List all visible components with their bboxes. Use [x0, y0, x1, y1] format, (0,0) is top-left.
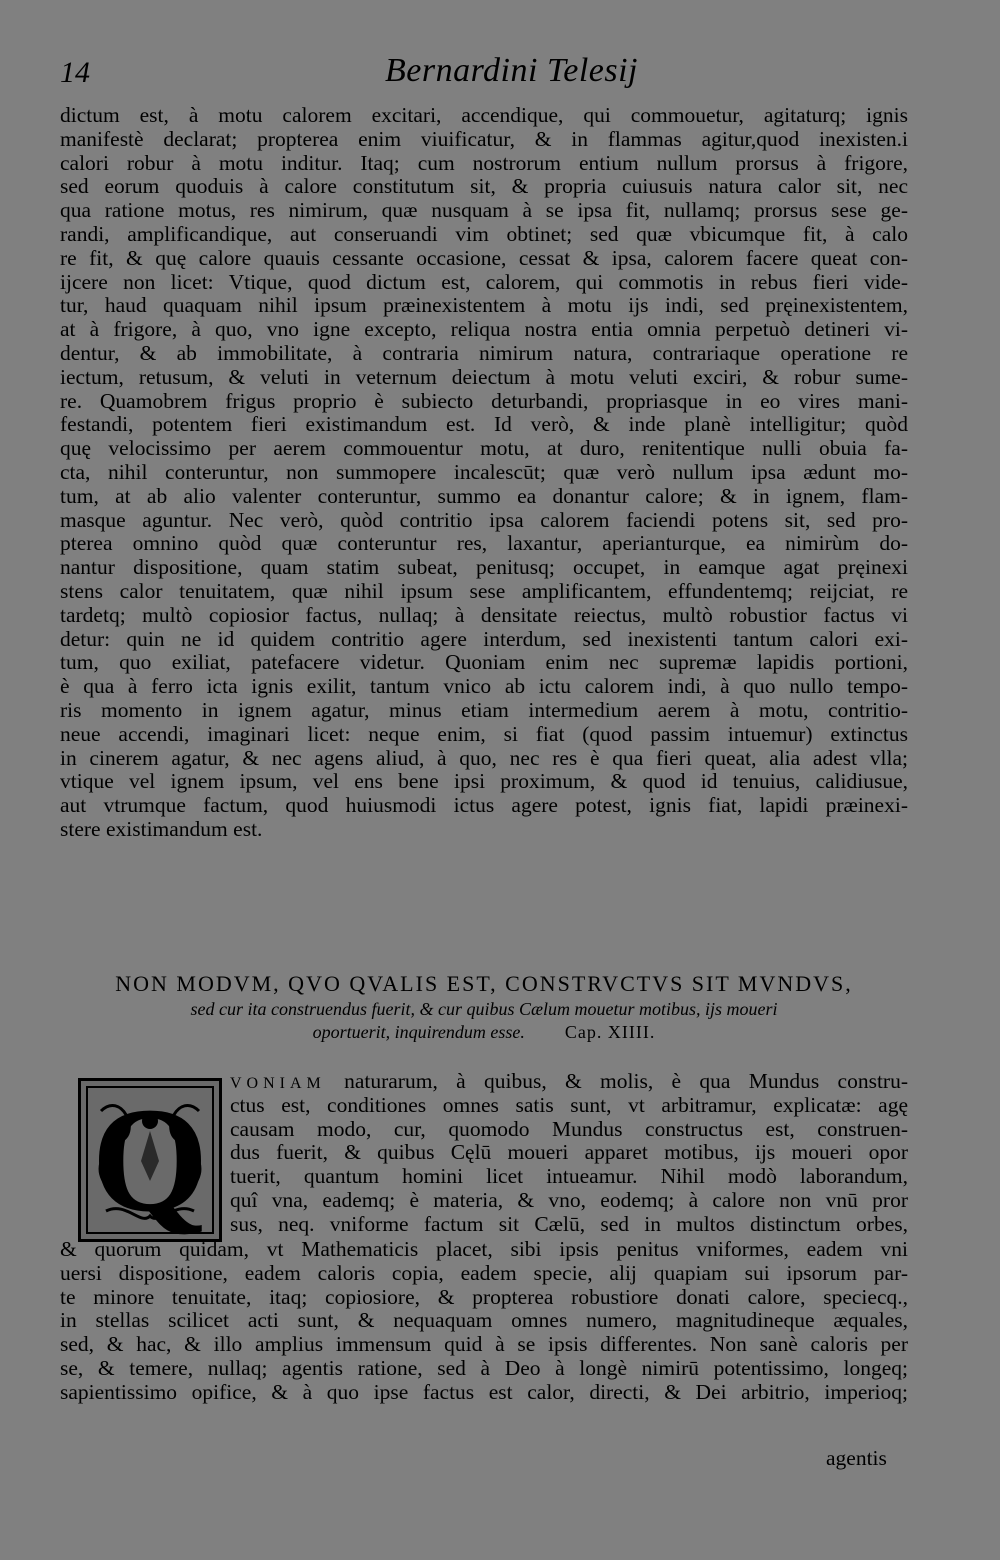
chapter-number: Cap. XIIII.: [564, 1022, 656, 1042]
text-line-6: randi, amplificandique, aut conseruandi vim obtinet; sed quæ vbicumque fit, à calo: [60, 222, 908, 246]
text-line-23: detur: quin ne id quidem contritio agere interdum, sed inexistenti tantum calori exi-: [60, 627, 908, 651]
text-line-15: quę velocissimo per aerem commouentur motu, at duro, renitentique nulli obuia fa-: [60, 437, 908, 461]
initial-letter: Q: [91, 1077, 209, 1243]
text-line-21: stens calor tenuitatem, quæ nihil ipsum sese amplificantem, effundentemq; reijciat, re: [60, 579, 908, 603]
full-line-5: sed, & hac, & illo amplius immensum quid à se ipsis differentes. Non sanè caloris per: [60, 1333, 908, 1357]
indent-line-6: quî vna, eademq; è materia, & vno, eodemq; à calore non vnū pror: [230, 1188, 908, 1212]
text-line-27: neue accendi, imaginari licet: neque enim, si fiat (quod passim intuemur) extinctus: [60, 722, 908, 746]
indent-line-3: causam modo, cur, quomodo Mundus constructus est, construen-: [230, 1117, 908, 1141]
chapter-subtitle-line-1: sed cur ita construendus fuerit, & cur quibus Cælum mouetur motibus, ijs moueri: [190, 999, 778, 1019]
text-line-30: aut vtrumque factum, quod huiusmodi ictus agere potest, ignis fiat, lapidi præinexi-: [60, 794, 908, 818]
text-line-18: masque aguntur. Nec verò, quòd contritio ipsa calorem faciendi potens sit, sed pro-: [60, 508, 908, 532]
text-line-19: pterea omnino quòd quæ conteruntur res, laxantur, aperianturque, ea nimirùm do-: [60, 532, 908, 556]
text-line-24: tum, quo exiliat, patefacere videtur. Quoniam enim nec supremæ lapidis portioni,: [60, 651, 908, 675]
text-line-3: calori robur à motu inditur. Itaq; cum nostrorum entium nullum prorsus à frigore,: [60, 151, 908, 175]
full-line-7: sapientissimo opifice, & à quo ipse factus est calor, directi, & Dei arbitrio, imperioq;: [60, 1380, 908, 1404]
decorated-initial: [78, 1078, 222, 1242]
chapter-text-indented: [230, 1070, 908, 1237]
main-text-block: [60, 104, 908, 842]
text-line-1: dictum est, à motu calorem excitari, accendique, qui commouetur, agitaturq; ignis: [60, 104, 908, 127]
text-line-13: re. Quamobrem frigus proprio è subiecto deturbandi, propriasque in eo vires mani-: [60, 389, 908, 413]
chapter-text-full: [60, 1238, 908, 1405]
chapter-heading: [60, 970, 908, 1044]
text-line-4: sed eorum quoduis à calore constitutum sit, & propria cuiusuis natura calor sit, nec: [60, 175, 908, 199]
full-line-6: se, & temere, nullaq; agentis ratione, sed à Deo à longè nimirū potentissimo, longeq;: [60, 1356, 908, 1380]
indent-line-4: dus fuerit, & quibus Cęlū moueri apparet motibus, ijs moueri opor: [230, 1141, 908, 1165]
text-line-17: tum, at ab alio valenter conteruntur, summo ea donantur calore; & in ignem, flam-: [60, 484, 908, 508]
chapter-title: NON MODVM, QVO QVALIS EST, CONSTRVCTVS SIT MVNDVS,: [115, 971, 853, 996]
page-number: 14: [60, 56, 90, 89]
running-title: Bernardini Telesij: [385, 52, 638, 89]
text-line-20: nantur dispositione, quam statim subeat, penitusq; occupet, in eamque agat pręinexi: [60, 556, 908, 580]
text-line-10: at à frigore, à quo, vno igne excepto, reliqua nostra entia omnia perpetuò detineri vi-: [60, 318, 908, 342]
full-line-3: te minore tenuitate, itaq; copiosiore, & propterea robustiore donati calore, speciecq.,: [60, 1285, 908, 1309]
opening-word: VONIAM: [230, 1075, 326, 1092]
indent-line-2: ctus est, conditiones omnes satis sunt, vt arbitramur, explicatæ: agę: [230, 1093, 908, 1117]
text-line-16: cta, nihil conteruntur, non summopere incalescūt; quæ verò nullum ipsa ædunt mo-: [60, 460, 908, 484]
indent-line-5: tuerit, quantum homini licet intueamur. Nihil modò laborandum,: [230, 1165, 908, 1189]
full-line-1: & quorum quidam, vt Mathematicis placet, sibi ipsis penitus vniformes, eadem vni: [60, 1238, 908, 1261]
text-line-9: tur, haud quaquam nihil ipsum præinexistentem à motu ijs indi, sed pręinexistentem,: [60, 294, 908, 318]
text-line-5: qua ratione motus, res nimirum, quæ nusquam à se ipsa fit, nullamq; prorsus sese ge-: [60, 199, 908, 223]
indent-line-7: sus, neq. vniforme factum sit Cælū, sed in multos distinctum orbes,: [230, 1212, 908, 1236]
opening-line-text: naturarum, à quibus, & molis, è qua Mundus constru-: [325, 1070, 908, 1093]
full-line-2: uersi dispositione, eadem caloris copia, eadem specie, alij quapiam sui ipsorum par-: [60, 1261, 908, 1285]
text-line-8: ijcere non licet: Vtique, quod dictum est, calorem, qui commotis in rebus fieri vide-: [60, 270, 908, 294]
text-line-2: manifestè declarat; propterea enim viuificatur, & in flammas agitur,quod inexisten.i: [60, 127, 908, 151]
text-line-26: ris momento in ignem agatur, minus etiam intermedium aerem à motu, contritio-: [60, 698, 908, 722]
full-line-4: in stellas scilicet acti sunt, & nequaquam omnes numero, magnitudineque æquales,: [60, 1309, 908, 1333]
text-line-31: stere existimandum est.: [60, 817, 263, 841]
running-head: [60, 52, 920, 98]
chapter-subtitle-text: oportuerit, inquirendum esse.: [312, 1022, 525, 1042]
catchword: agentis: [826, 1446, 887, 1470]
text-line-29: vtique vel ignem ipsum, vel ens bene ipsi proximum, & quod id tenuius, calidiusue,: [60, 770, 908, 794]
text-line-11: dentur, & ab immobilitate, à contraria nimirum natura, contrariaque operatione re: [60, 341, 908, 365]
text-line-14: festandi, potentem fieri existimandum est. Id verò, & inde planè intelligitur; quòd: [60, 413, 908, 437]
text-line-22: tardetq; multò copiosior factus, nullaq; à densitate reiectus, multò robustior factus vi: [60, 603, 908, 627]
text-line-25: è qua à ferro icta ignis exilit, tantum vnico ab ictu calorem indi, à quo nullo tempo-: [60, 675, 908, 699]
chapter-subtitle-line-2: [60, 1021, 908, 1044]
text-line-28: in cinerem agatur, & nec agens aliud, à quo, nec res è qua fieri queat, alia adest vlla;: [60, 746, 908, 770]
text-line-12: iectum, retusum, & veluti in veternum deiectum à motu veluti exciri, & robur sume-: [60, 365, 908, 389]
indent-line-1: [230, 1070, 908, 1094]
text-line-7: re fit, & quę calore quauis cessante occasione, cessat & ipsa, calorem facere queat con-: [60, 246, 908, 270]
